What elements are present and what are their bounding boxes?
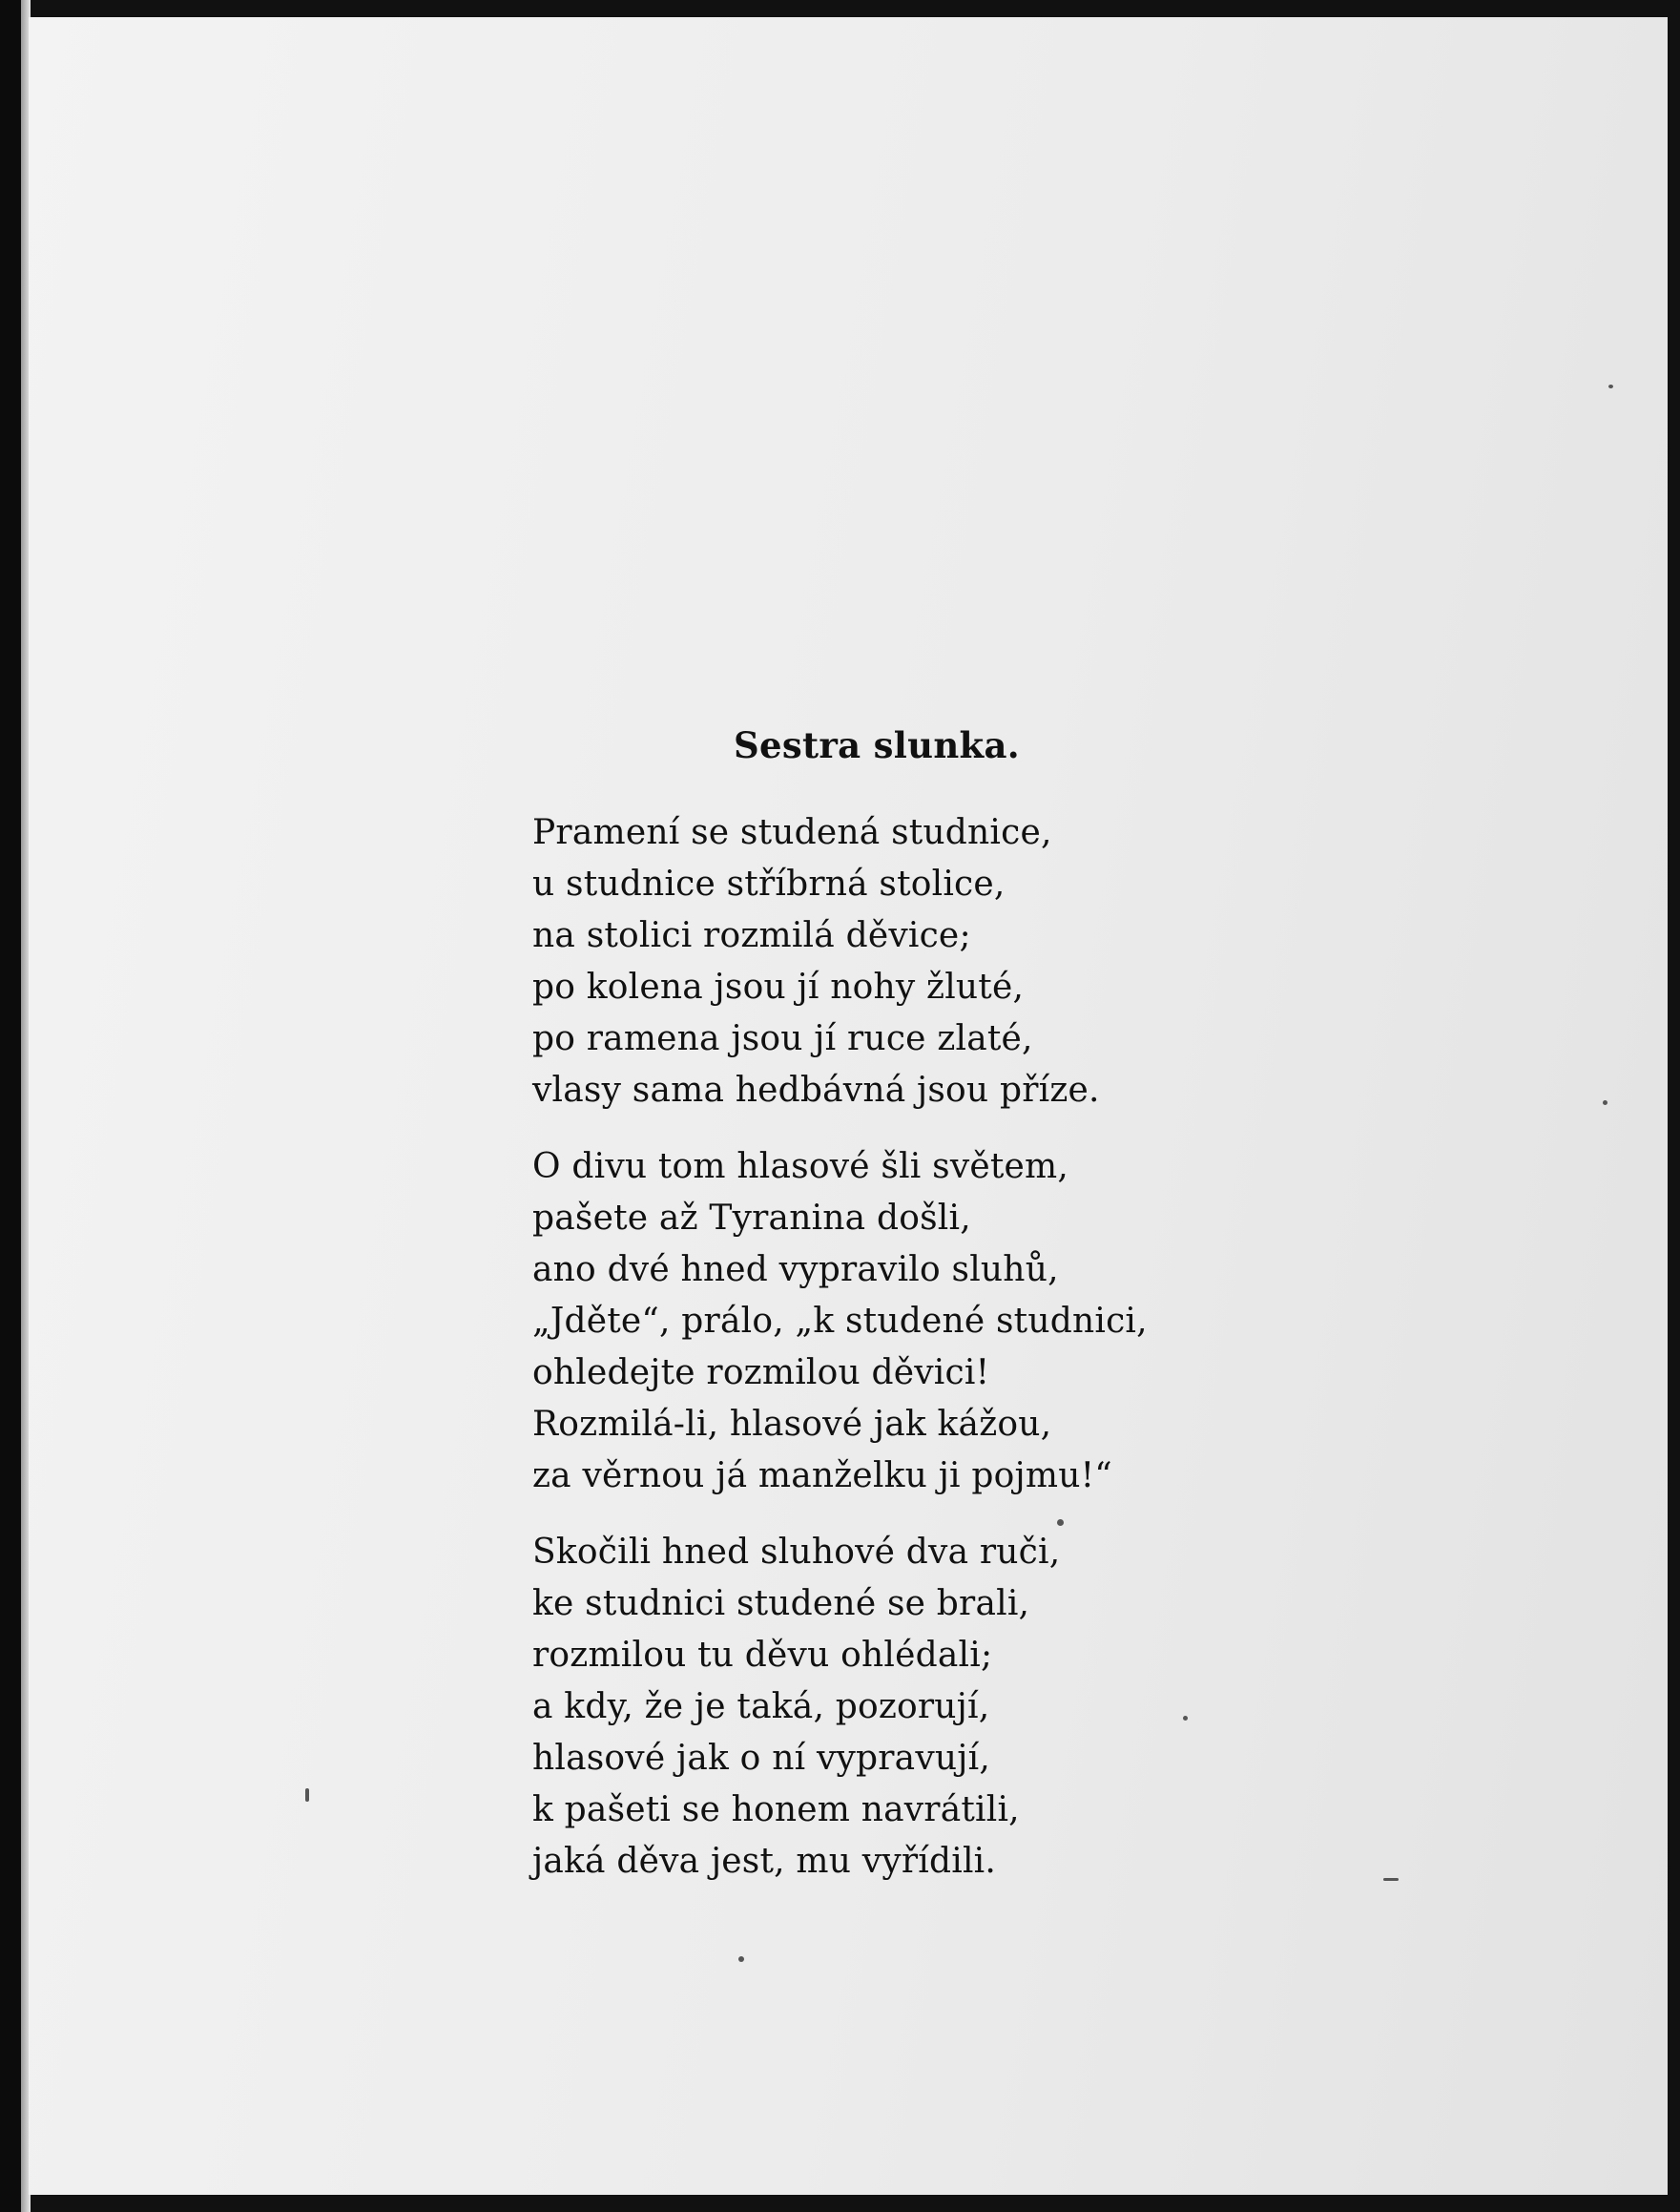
- verse-line: a kdy, že je taká, pozorují,: [532, 1687, 990, 1726]
- paper-speck: [1383, 1878, 1399, 1881]
- stanza-2: [532, 1141, 1296, 1502]
- book-page: [29, 17, 1668, 2195]
- book-binding-edge: [0, 0, 21, 2212]
- verse-line: Pramení se studená studnice,: [532, 813, 1052, 852]
- poem: [532, 720, 1296, 1912]
- verse-line: po ramena jsou jí ruce zlaté,: [532, 1019, 1033, 1058]
- paper-speck: [1608, 385, 1613, 388]
- verse-line: u studnice stříbrná stolice,: [532, 865, 1006, 904]
- verse-line: vlasy sama hedbávná jsou příze.: [532, 1071, 1100, 1110]
- verse-line: ke studnici studené se brali,: [532, 1584, 1030, 1623]
- verse-line: „Jděte“, prálo, „k studené studnici,: [532, 1302, 1148, 1341]
- verse-line: za věrnou já manželku ji pojmu!“: [532, 1456, 1112, 1495]
- verse-line: Skočili hned sluhové dva ruči,: [532, 1533, 1061, 1572]
- verse-line: pašete až Tyranina došli,: [532, 1199, 971, 1238]
- poem-title: Sestra slunka.: [734, 724, 1020, 766]
- verse-line: rozmilou tu děvu ohlédali;: [532, 1636, 993, 1675]
- paper-speck: [305, 1788, 309, 1802]
- verse-line: hlasové jak o ní vypravují,: [532, 1739, 990, 1778]
- verse-line: po kolena jsou jí nohy žluté,: [532, 968, 1025, 1007]
- verse-line: k pašeti se honem navrátili,: [532, 1790, 1020, 1829]
- stanza-1: [532, 807, 1296, 1116]
- stanza-3: [532, 1527, 1296, 1888]
- verse-line: jaká děva jest, mu vyřídili.: [532, 1842, 997, 1881]
- verse-line: ohledejte rozmilou děvici!: [532, 1353, 990, 1392]
- paper-speck: [738, 1956, 744, 1962]
- verse-line: Rozmilá-li, hlasové jak kážou,: [532, 1405, 1052, 1444]
- verse-line: ano dvé hned vypravilo sluhů,: [532, 1250, 1059, 1289]
- verse-line: O divu tom hlasové šli světem,: [532, 1147, 1069, 1186]
- verse-line: na stolici rozmilá děvice;: [532, 916, 971, 955]
- paper-speck: [1603, 1100, 1607, 1105]
